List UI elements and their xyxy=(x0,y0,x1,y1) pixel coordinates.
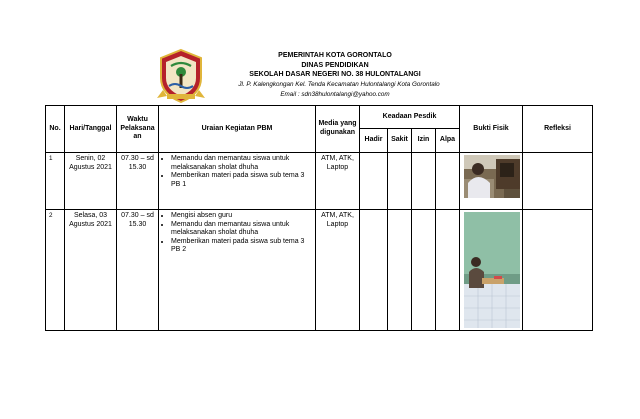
header-media: Media yang digunakan xyxy=(316,106,360,153)
activity-item: • Memberikan materi pada siswa sub tema 3 PB 1 xyxy=(171,172,311,189)
header-alpa: Alpa xyxy=(436,129,460,153)
row-number: 2 xyxy=(46,210,65,331)
letterhead-department: DINAS PENDIDIKAN xyxy=(301,62,369,69)
activity-item: • Memandu dan memantau siswa untuk melaksanakan sholat dhuha xyxy=(171,221,311,238)
header-bukti-fisik: Bukti Fisik xyxy=(460,106,523,153)
header-waktu: Waktu Pelaksana an xyxy=(117,106,159,153)
activity-item: • Memandu dan memantau siswa untuk melaksanakan sholat dhuha xyxy=(171,155,311,172)
row-sakit xyxy=(388,210,412,331)
header-uraian: Uraian Kegiatan PBM xyxy=(159,106,316,153)
row-refleksi xyxy=(523,210,593,331)
row-izin xyxy=(412,210,436,331)
header-hari-tanggal: Hari/Tanggal xyxy=(65,106,117,153)
letterhead-school: SEKOLAH DASAR NEGERI NO. 38 HULONTALANGI xyxy=(249,71,421,78)
evidence-photo xyxy=(464,155,520,198)
table-row xyxy=(46,153,593,210)
row-media: ATM, ATK, Laptop xyxy=(316,153,360,210)
row-activities xyxy=(159,153,316,210)
letterhead-government: PEMERINTAH KOTA GORONTALO xyxy=(278,52,392,59)
header-keadaan-pesdik: Keadaan Pesdik xyxy=(360,106,460,129)
letterhead-address: Jl. P. Kalengkongan Kel. Tenda Kecamatan Hulontalangi Kota Gorontalo xyxy=(238,81,440,88)
row-activities xyxy=(159,210,316,331)
row-alpa xyxy=(436,210,460,331)
evidence-photo xyxy=(464,212,520,328)
row-sakit xyxy=(388,153,412,210)
header-no: No. xyxy=(46,106,65,153)
row-izin xyxy=(412,153,436,210)
row-media: ATM, ATK, Laptop xyxy=(316,210,360,331)
row-date: Senin, 02 Agustus 2021 xyxy=(65,153,117,210)
row-time: 07.30 – sd 15.30 xyxy=(117,210,159,331)
row-refleksi xyxy=(523,153,593,210)
row-alpa xyxy=(436,153,460,210)
letterhead-email: Email : sdn38hulontalangi@yahoo.com xyxy=(280,91,390,98)
row-hadir xyxy=(360,153,388,210)
activity-item: • Memberikan materi pada siswa sub tema 3 PB 2 xyxy=(171,238,311,255)
header-sakit: Sakit xyxy=(388,129,412,153)
header-hadir: Hadir xyxy=(360,129,388,153)
row-time: 07.30 – sd 15.30 xyxy=(117,153,159,210)
activity-table xyxy=(45,105,593,331)
activity-item: • Mengisi absen guru xyxy=(171,212,311,221)
row-number: 1 xyxy=(46,153,65,210)
city-crest-logo xyxy=(157,48,205,104)
header-refleksi: Refleksi xyxy=(523,106,593,153)
row-evidence xyxy=(460,210,523,331)
row-hadir xyxy=(360,210,388,331)
header-izin: Izin xyxy=(412,129,436,153)
row-evidence xyxy=(460,153,523,210)
row-date: Selasa, 03 Agustus 2021 xyxy=(65,210,117,331)
table-row xyxy=(46,210,593,331)
